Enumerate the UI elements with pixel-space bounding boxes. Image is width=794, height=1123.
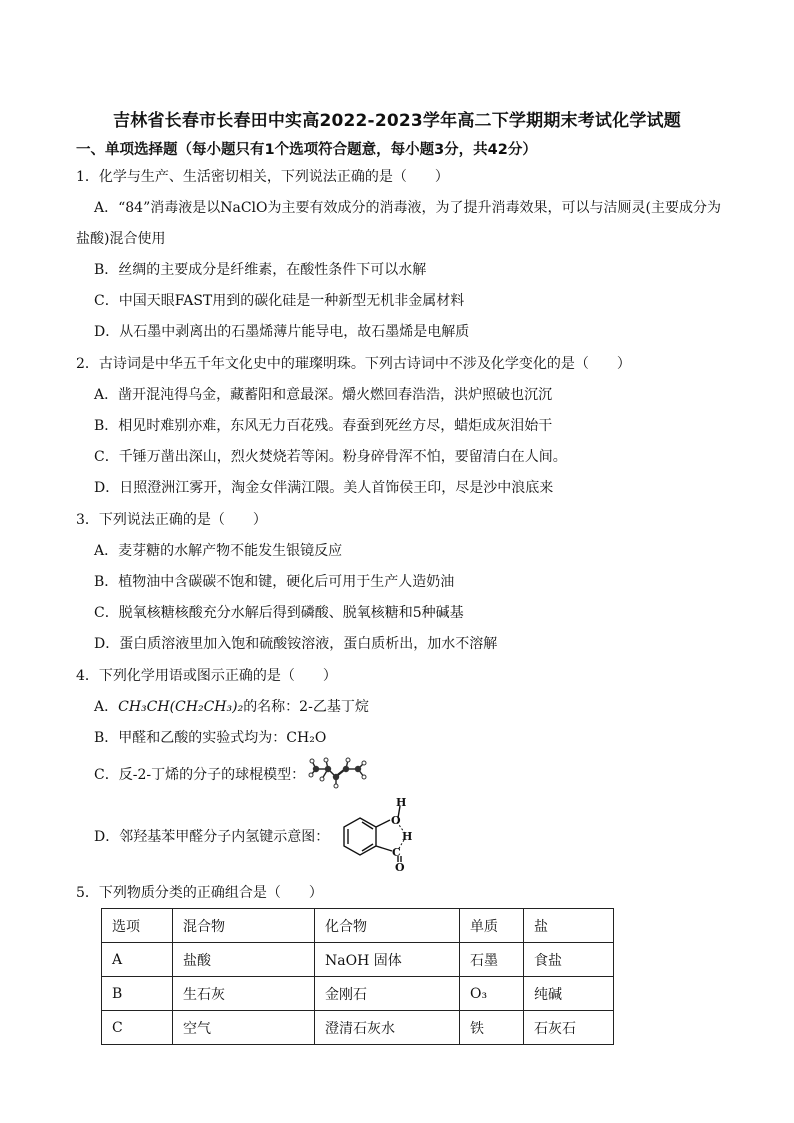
table-row [102,943,614,977]
table-header-cell: 单质 [460,909,524,943]
table-cell: 金刚石 [315,977,460,1011]
table-header-cell: 化合物 [315,909,460,943]
question-1-option-c: C．中国天眼FAST用到的碳化硅是一种新型无机非金属材料 [94,293,465,309]
o-ald-label: O [395,861,405,872]
question-2-option-a: A．凿开混沌得乌金，藏蓄阳和意最深。爝火燃回春浩浩，洪炉照破也沉沉 [94,387,553,403]
question-3-option-d: D．蛋白质溶液里加入饱和硫酸铵溶液，蛋白质析出，加水不溶解 [94,636,498,652]
question-4-option-b: B．甲醛和乙酸的实验式均为：CH₂O [94,730,327,746]
option-a-text: 的名称：2-乙基丁烷 [243,699,369,715]
table-cell: A [102,943,173,977]
question-3-stem: 3．下列说法正确的是（ ） [76,512,267,528]
exam-title: 吉林省长春市长春田中实高2022-2023学年高二下学期期末考试化学试题 [113,111,681,131]
o-ring-label: O [391,814,401,827]
table-cell: 石灰石 [524,1011,614,1045]
table-row [102,977,614,1011]
question-1-option-a-continued: 盐酸)混合使用 [76,231,166,247]
c-ald-label: C [392,846,401,859]
question-4-option-c [94,764,305,784]
table-header-cell: 混合物 [173,909,315,943]
h-bond-label: H [402,830,413,843]
table-row [102,1011,614,1045]
table-cell: 石墨 [460,943,524,977]
table-cell: NaOH 固体 [315,943,460,977]
option-a-label: A． [94,699,119,715]
question-2-stem: 2．古诗词是中华五千年文化史中的璀璨明珠。下列古诗词中不涉及化学变化的是（ ） [76,356,631,372]
table-header-cell: 盐 [524,909,614,943]
table-cell: 盐酸 [173,943,315,977]
question-4-option-a [94,696,369,716]
question-5-stem: 5．下列物质分类的正确组合是（ ） [76,885,323,901]
classification-table [101,908,614,1045]
question-2-option-b: B．相见时难别亦难，东风无力百花残。春蚕到死丝方尽，蜡炬成灰泪始干 [94,418,553,434]
question-3-option-b: B．植物油中含碳碳不饱和键，硬化后可用于生产人造奶油 [94,574,455,590]
table-cell: C [102,1011,173,1045]
question-1-option-a: A．“84”消毒液是以NaClO为主要有效成分的消毒液，为了提升消毒效果，可以与洁厕灵(主要成分为 [94,200,721,216]
question-1-option-d: D．从石墨中剥离出的石墨烯薄片能导电，故石墨烯是电解质 [94,324,470,340]
question-1-option-b: B．丝绸的主要成分是纤维素，在酸性条件下可以水解 [94,262,427,278]
option-d-text: D．邻羟基苯甲醛分子内氢键示意图： [94,829,330,845]
table-cell: O₃ [460,977,524,1011]
table-header-row [102,909,614,943]
option-a-formula: CH₃CH(CH₂CH₃)₂ [118,699,244,715]
question-3-option-c: C．脱氧核糖核酸充分水解后得到磷酸、脱氧核糖和5种碱基 [94,605,464,621]
question-4-stem: 4．下列化学用语或图示正确的是（ ） [76,668,337,684]
hydrogen-bond-structure-image [336,796,426,872]
table-cell: 生石灰 [173,977,315,1011]
h-top-label: H [396,796,407,809]
question-4-option-d [94,826,329,846]
table-cell: 澄清石灰水 [315,1011,460,1045]
ball-and-stick-model-image [308,755,368,789]
question-2-option-c: C．千锤万凿出深山，烈火焚烧若等闲。粉身碎骨浑不怕，要留清白在人间。 [94,449,567,465]
question-1-stem: 1．化学与生产、生活密切相关，下列说法正确的是（ ） [76,169,449,185]
table-cell: 食盐 [524,943,614,977]
question-2-option-d: D．日照澄洲江雾开，淘金女伴满江隈。美人首饰侯王印，尽是沙中浪底来 [94,480,554,496]
table-cell: B [102,977,173,1011]
table-cell: 纯碱 [524,977,614,1011]
section-heading: 一、单项选择题（每小题只有1个选项符合题意，每小题3分，共42分） [76,142,537,158]
question-3-option-a: A．麦芽糖的水解产物不能发生银镜反应 [94,543,343,559]
table-cell: 铁 [460,1011,524,1045]
table-header-cell: 选项 [102,909,173,943]
table-cell: 空气 [173,1011,315,1045]
option-c-text: C．反-2-丁烯的分子的球棍模型： [94,767,306,783]
